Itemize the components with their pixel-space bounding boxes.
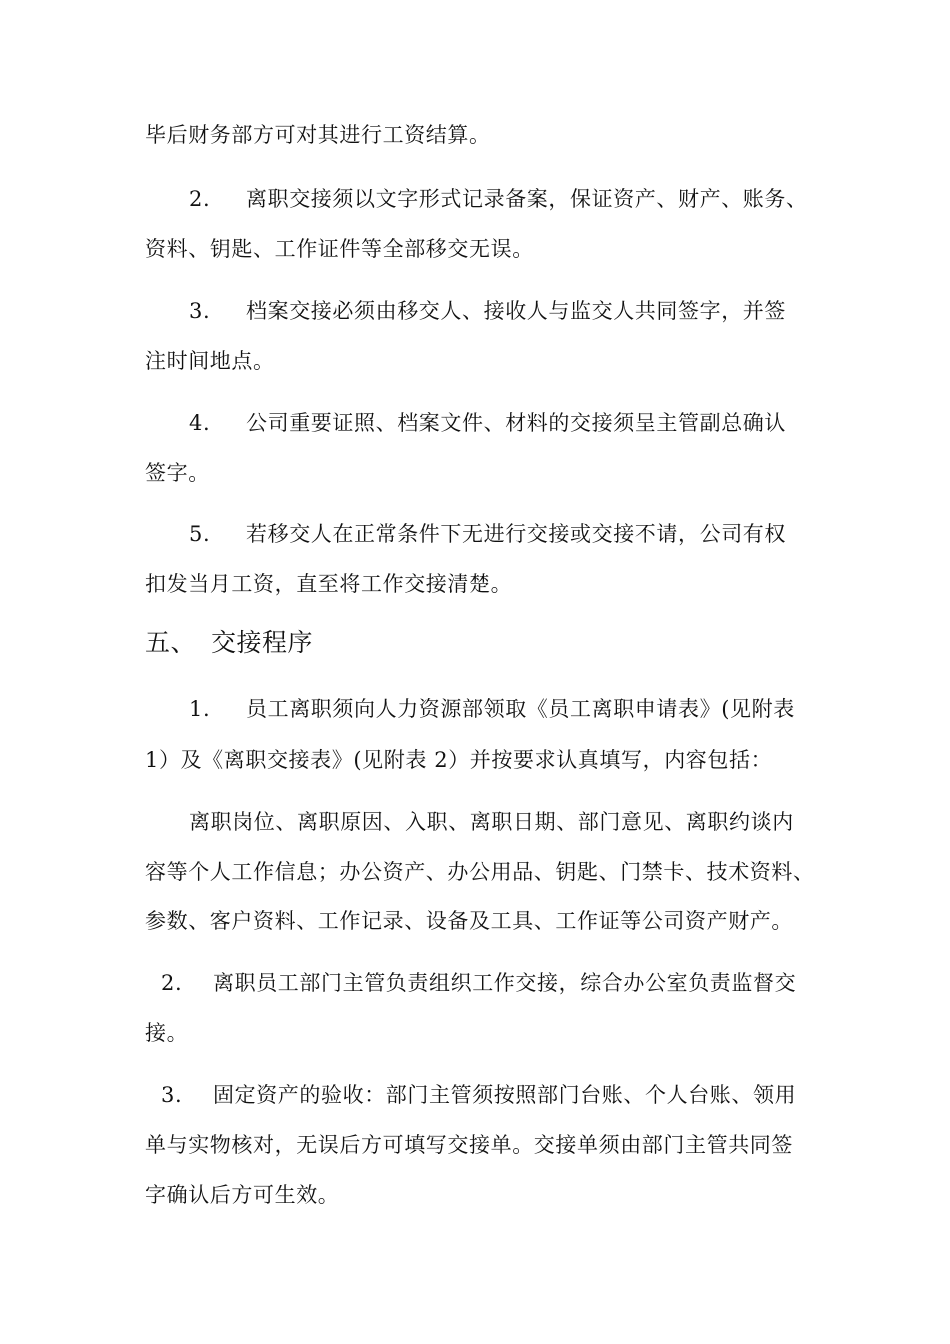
item-number: 5. <box>189 522 211 546</box>
section-number: 五、 <box>145 628 197 657</box>
item-text: 离职交接须以文字形式记录备案，保证资产、财产、账务、 <box>246 187 808 211</box>
numbered-item-5 <box>145 520 825 548</box>
item-number: 2. <box>161 971 183 995</box>
step-item-2 <box>145 969 825 997</box>
item-text: 档案交接必须由移交人、接收人与监交人共同签字，并签 <box>246 299 786 323</box>
section-heading <box>145 627 313 659</box>
text-line: 注时间地点。 <box>145 349 275 373</box>
item-text: 离职员工部门主管负责组织工作交接，综合办公室负责监督交 <box>213 971 797 995</box>
item-number: 3. <box>161 1083 183 1107</box>
item-text: 公司重要证照、档案文件、材料的交接须呈主管副总确认 <box>246 411 786 435</box>
item-text: 员工离职须向人力资源部领取《员工离职申请表》(见附表 <box>246 697 795 721</box>
text-line: 参数、客户资料、工作记录、设备及工具、工作证等公司资产财产。 <box>145 909 793 933</box>
text-line: 签字。 <box>145 461 210 485</box>
text-line: 离职岗位、离职原因、入职、离职日期、部门意见、离职约谈内 <box>189 810 794 834</box>
text-line: 容等个人工作信息；办公资产、办公用品、钥匙、门禁卡、技术资料、 <box>145 860 815 884</box>
text-line: 字确认后方可生效。 <box>145 1183 340 1207</box>
text-line: 毕后财务部方可对其进行工资结算。 <box>145 123 491 147</box>
step-item-1 <box>145 695 825 723</box>
item-text: 固定资产的验收：部门主管须按照部门台账、个人台账、领用 <box>213 1083 797 1107</box>
section-title: 交接程序 <box>211 628 314 657</box>
text-line: 1）及《离职交接表》(见附表 2）并按要求认真填写，内容包括： <box>145 748 773 772</box>
text-line: 单与实物核对，无误后方可填写交接单。交接单须由部门主管共同签 <box>145 1133 793 1157</box>
item-number: 1. <box>189 697 211 721</box>
step-item-3 <box>145 1081 825 1109</box>
item-text: 若移交人在正常条件下无进行交接或交接不请，公司有权 <box>246 522 786 546</box>
item-number: 2. <box>189 187 211 211</box>
text-line: 扣发当月工资，直至将工作交接清楚。 <box>145 572 513 596</box>
numbered-item-3 <box>145 297 825 325</box>
numbered-item-4 <box>145 409 825 437</box>
item-number: 3. <box>189 299 211 323</box>
item-number: 4. <box>189 411 211 435</box>
numbered-item-2 <box>145 185 825 213</box>
text-line: 接。 <box>145 1021 189 1045</box>
text-line: 资料、钥匙、工作证件等全部移交无误。 <box>145 237 534 261</box>
